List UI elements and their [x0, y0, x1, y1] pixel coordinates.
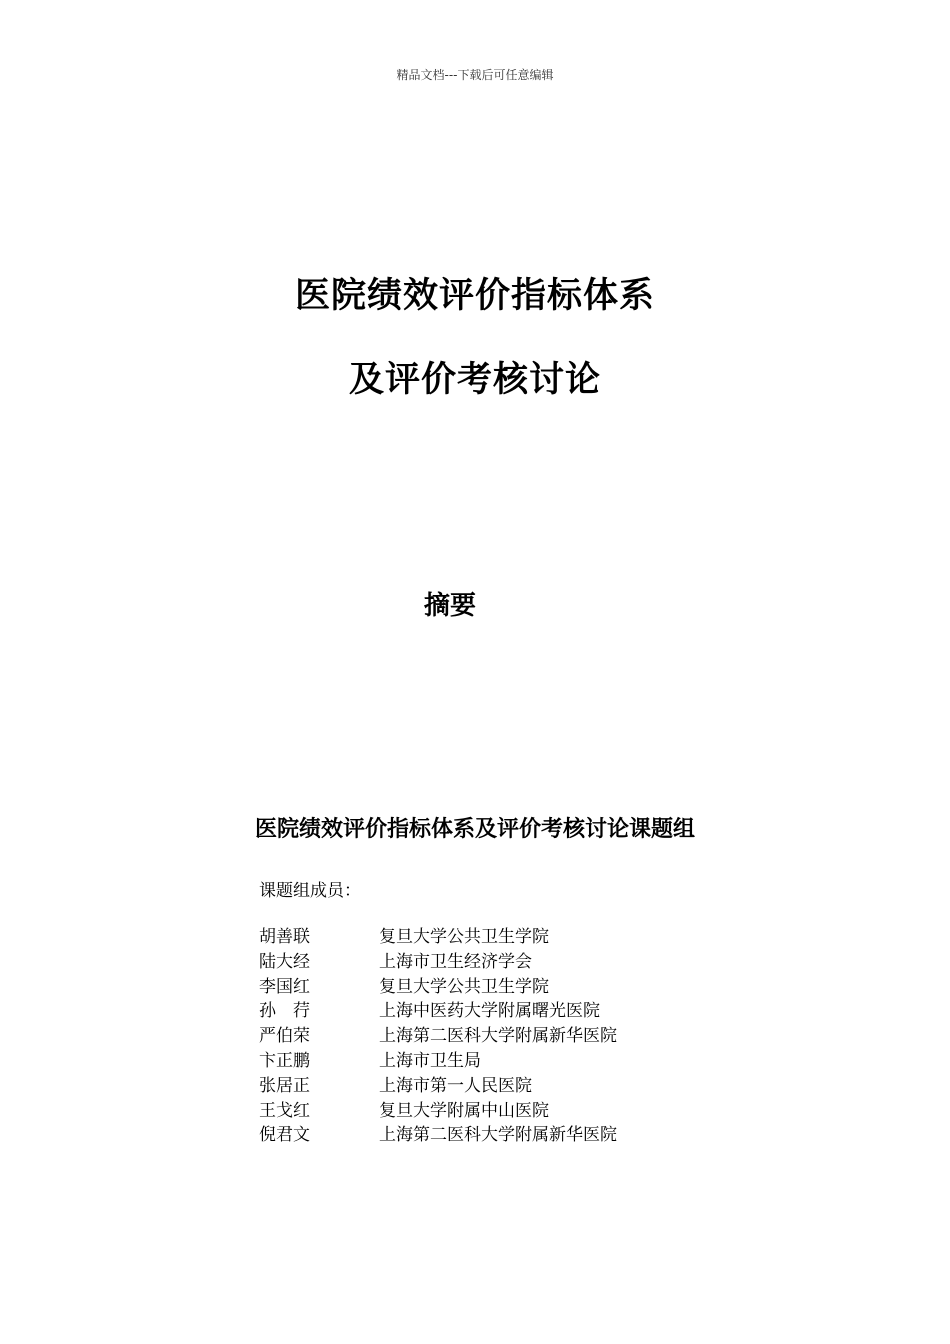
member-row	[259, 1049, 617, 1074]
member-affiliation: 复旦大学公共卫生学院	[379, 976, 549, 997]
member-name: 王戈红	[259, 1100, 310, 1121]
member-affiliation: 上海第二医科大学附属新华医院	[379, 1026, 617, 1047]
member-row	[259, 925, 617, 950]
page-header-note: 精品文档---下载后可任意编辑	[396, 68, 554, 82]
member-name: 陆大经	[259, 951, 310, 972]
member-affiliation: 上海市卫生局	[379, 1050, 481, 1071]
members-label: 课题组成员：	[259, 881, 361, 901]
member-list	[259, 925, 617, 1148]
research-group-name: 医院绩效评价指标体系及评价考核讨论课题组	[254, 817, 695, 842]
member-name: 胡善联	[259, 927, 310, 947]
member-affiliation: 复旦大学公共卫生学院	[379, 927, 549, 947]
member-name: 卞正鹏	[259, 1050, 310, 1071]
member-affiliation: 上海第二医科大学附属新华医院	[379, 1125, 617, 1146]
member-name: 严伯荣	[259, 1026, 310, 1047]
member-affiliation: 上海市第一人民医院	[379, 1075, 532, 1096]
member-affiliation: 上海市卫生经济学会	[379, 951, 532, 972]
member-affiliation: 上海中医药大学附属曙光医院	[379, 1001, 600, 1022]
document-title-line-1: 医院绩效评价指标体系	[294, 276, 655, 316]
member-row	[259, 950, 617, 975]
member-row	[259, 1074, 617, 1099]
member-row	[259, 1099, 617, 1124]
member-name: 孙 荇	[259, 1001, 310, 1022]
member-row	[259, 1123, 617, 1148]
document-title-line-2: 及评价考核讨论	[348, 360, 601, 400]
abstract-heading: 摘要	[424, 591, 477, 621]
member-name: 李国红	[259, 976, 310, 997]
member-name: 倪君文	[259, 1125, 310, 1146]
member-row	[259, 975, 617, 1000]
member-name: 张居正	[259, 1075, 310, 1096]
member-row	[259, 1024, 617, 1049]
member-row	[259, 999, 617, 1024]
member-affiliation: 复旦大学附属中山医院	[379, 1100, 549, 1121]
